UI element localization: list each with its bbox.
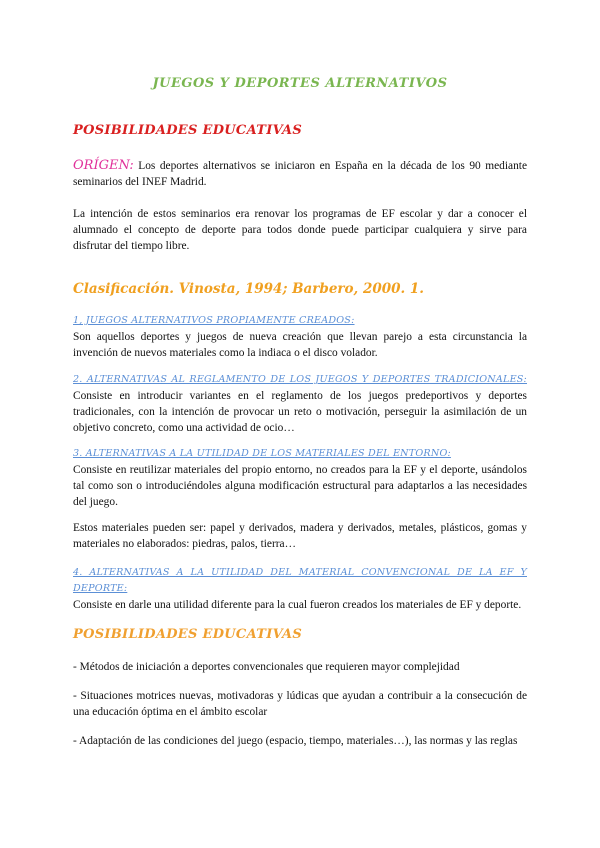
item-4-heading: 4. ALTERNATIVAS A LA UTILIDAD DEL MATERIAL CONVENCIONAL DE LA EF Y DEPORTE:: [73, 567, 527, 594]
document-title: JUEGOS Y DEPORTES ALTERNATIVOS: [152, 76, 448, 91]
classification-heading: Clasificación. Vinosta, 1994; Barbero, 2000. 1.: [73, 281, 425, 297]
item-1-text: Son aquellos deportes y juegos de nueva creación que llevan parejo a esta circunstancia la invención de nuevos materiales como la indiaca o el disco volador.: [73, 331, 527, 359]
item-3: [73, 446, 527, 510]
list-item: - Situaciones motrices nuevas, motivadoras y lúdicas que ayudan a contribuir a la consecución de una educación óptima en el ámbito escolar: [73, 690, 527, 718]
item-1: [73, 313, 527, 361]
intent-paragraph: La intención de estos seminarios era renovar los programas de EF escolar y dar a conocer el alumnado el concepto de deporte para todos donde puede participar cualquiera y sirve para disfrutar del tiempo libre.: [73, 208, 527, 252]
item-1-heading: 1, JUEGOS ALTERNATIVOS PROPIAMENTE CREADOS:: [73, 315, 355, 326]
item-2-text: Consiste en introducir variantes en el reglamento de los juegos predeportivos y deportes tradicionales, con la intención de provocar un reto o motivación, perseguir la asimilación de un objetivo concreto, como una actividad de ocio…: [73, 390, 527, 434]
origin-paragraph: [73, 158, 527, 190]
origin-label: ORÍGEN:: [73, 158, 134, 173]
list-item: - Métodos de iniciación a deportes convencionales que requieren mayor complejidad: [73, 661, 460, 673]
item-2-heading: 2. ALTERNATIVAS AL REGLAMENTO DE LOS JUEGOS Y DEPORTES TRADICIONALES:: [73, 374, 527, 385]
item-4: [73, 565, 527, 613]
section-heading-posibilidades: POSIBILIDADES EDUCATIVAS: [73, 123, 303, 138]
item-3-heading: 3. ALTERNATIVAS A LA UTILIDAD DE LOS MATERIALES DEL ENTORNO:: [73, 448, 451, 459]
item-4-text: Consiste en darle una utilidad diferente para la cual fueron creados los materiales de EF y deporte.: [73, 599, 522, 611]
section-heading-posibilidades-2: POSIBILIDADES EDUCATIVAS: [73, 627, 303, 642]
list-item: - Adaptación de las condiciones del juego (espacio, tiempo, materiales…), las normas y las reglas: [73, 735, 518, 747]
item-3-text: Consiste en reutilizar materiales del propio entorno, no creados para la EF y el deporte, usándolos tal como son o introduciéndoles alguna modificación estructural para adaptarlos a las necesidades del juego.: [73, 464, 527, 508]
origin-text: Los deportes alternativos se iniciaron en España en la década de los 90 mediante seminarios del INEF Madrid.: [73, 160, 527, 188]
materials-paragraph: Estos materiales pueden ser: papel y derivados, madera y derivados, metales, plásticos, gomas y materiales no elaborados: piedras, palos, tierra…: [73, 522, 527, 550]
item-2: [73, 372, 527, 436]
